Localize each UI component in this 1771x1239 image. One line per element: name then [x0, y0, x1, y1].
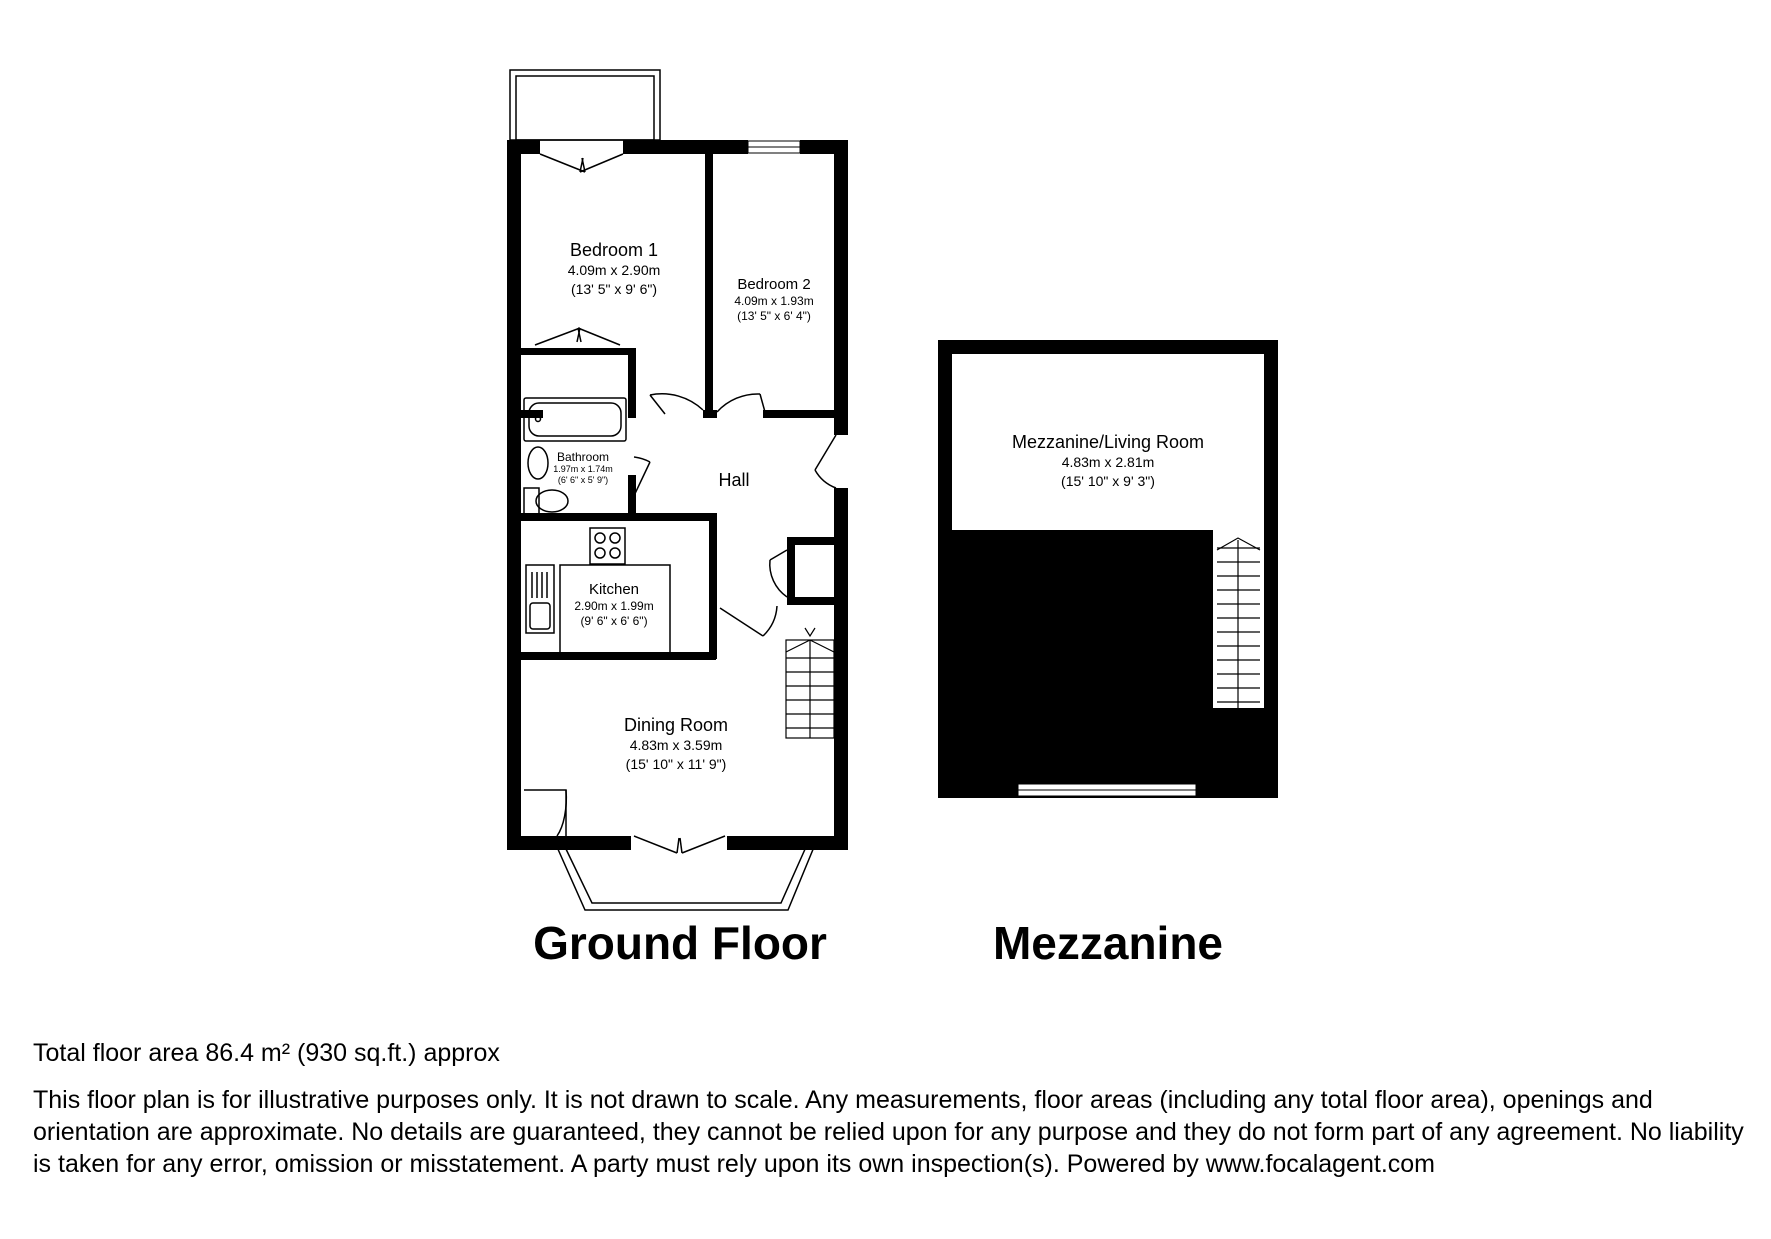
mezzanine-living-metric: 4.83m x 2.81m [1061, 454, 1155, 470]
bathroom-metric: 1.97m x 1.74m [553, 464, 613, 474]
bedroom2-imperial: (13' 5" x 6' 4") [737, 309, 811, 323]
bedroom2-name: Bedroom 2 [737, 276, 811, 293]
bedroom1-name: Bedroom 1 [569, 240, 659, 260]
bedroom1-imperial: (13' 5" x 9' 6") [570, 281, 658, 297]
dining-door [720, 606, 777, 636]
balcony-doors [540, 154, 623, 172]
interior-walls [518, 150, 838, 660]
dining-name: Dining Room [623, 715, 729, 735]
mezzanine-title: Mezzanine [992, 917, 1224, 969]
ground-floor-plan [507, 70, 848, 969]
balcony [510, 70, 660, 140]
staircase [786, 628, 834, 738]
disclaimer-text: This floor plan is for illustrative purposes only. It is not drawn to scale. Any measurements, floor areas (including any total floor area), openings and orientation are approximate. No details are guaranteed, they cannot be relied upon for any purpose and they do not form part of any agreement. No liability is taken for any error, omission or misstatement. A party must rely upon its own inspection(s). Powered by www.focalagent.com [33, 1086, 1744, 1178]
window-bedroom2 [748, 141, 800, 153]
bedroom2-metric: 4.09m x 1.93m [734, 294, 814, 308]
mezzanine-staircase [1213, 530, 1264, 708]
mezzanine-living-imperial: (15' 10" x 9' 3") [1061, 473, 1155, 489]
kitchen-name: Kitchen [588, 581, 640, 598]
dining-metric: 4.83m x 3.59m [629, 737, 723, 753]
mezzanine-plan [938, 340, 1278, 969]
cupboard-door [770, 550, 787, 597]
bay-window [557, 847, 814, 910]
kitchen-imperial: (9' 6" x 6' 6") [580, 614, 648, 628]
mezzanine-living-name: Mezzanine/Living Room [1011, 432, 1205, 452]
footer [33, 1038, 1753, 1180]
bathroom-name: Bathroom [556, 450, 610, 464]
bedroom1-metric: 4.09m x 2.90m [567, 262, 661, 278]
kitchen-metric: 2.90m x 1.99m [574, 599, 654, 613]
total-floor-area: Total floor area 86.4 m² (930 sq.ft.) approx [33, 1039, 500, 1067]
mezzanine-window [1018, 784, 1196, 796]
bathroom-imperial: (6' 6" x 5' 9") [557, 475, 609, 485]
ground-floor-title: Ground Floor [533, 917, 827, 969]
hall-name: Hall [718, 470, 750, 490]
wardrobe-doors [535, 328, 620, 345]
dining-imperial: (15' 10" x 11' 9") [625, 756, 727, 772]
front-door [815, 435, 836, 488]
